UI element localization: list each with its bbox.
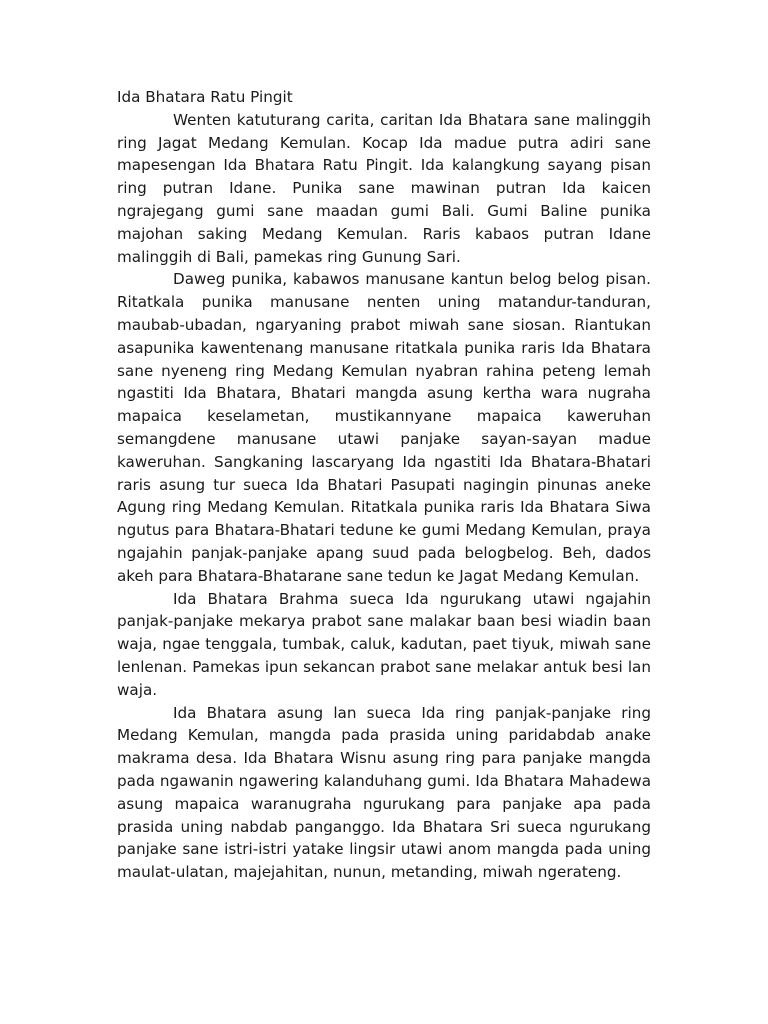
paragraph-4: Ida Bhatara asung lan sueca Ida ring panjak-panjake ring Medang Kemulan, mangda pada prasida uning paridabdab anake makrama desa. Ida Bhatara Wisnu asung ring para panjake mangda pada ngawanin ngawering kalanduhang gumi. Ida Bhatara Mahadewa asung mapaica waranugraha ngurukang para panjake apa pada prasida uning nabdab panganggo. Ida Bhatara Sri sueca ngurukang panjake sane istri-istri yatake lingsir utawi anom mangda pada uning maulat-ulatan, majejahitan, nunun, metanding, miwah ngerateng.	[117, 703, 651, 882]
paragraph-3: Ida Bhatara Brahma sueca Ida ngurukang utawi ngajahin panjak-panjake mekarya prabot sane malakar baan besi wiadin baan waja, ngae tenggala, tumbak, caluk, kadutan, paet tiyuk, miwah sane lenlenan. Pamekas ipun sekancan prabot sane melakar antuk besi lan waja.	[117, 589, 651, 699]
document-title: Ida Bhatara Ratu Pingit	[117, 88, 293, 106]
paragraph-1: Wenten katuturang carita, caritan Ida Bhatara sane malinggih ring Jagat Medang Kemulan. Kocap Ida madue putra adiri sane mapesengan Ida Bhatara Ratu Pingit. Ida kalangkung sayang pisan ring putran Idane. Punika sane mawinan putran Ida kaicen ngrajegang gumi sane maadan gumi Bali. Gumi Baline punika majohan saking Medang Kemulan. Raris kabaos putran Idane malinggih di Bali, pamekas ring Gunung Sari.	[117, 110, 651, 266]
paragraph-2: Daweg punika, kabawos manusane kantun belog belog pisan. Ritatkala punika manusane nenten uning matandur-tanduran, maubab-ubadan, ngaryaning prabot miwah sane siosan. Riantukan asapunika kawentenang manusane ritatkala punika raris Ida Bhatara sane nyeneng ring Medang Kemulan nyabran rahina peteng lemah ngastiti Ida Bhatara, Bhatari mangda asung kertha wara nugraha mapaica keselametan, mustikannyane mapaica kaweruhan semangdene manusane utawi panjake sayan-sayan madue kaweruhan. Sangkaning lascaryang Ida ngastiti Ida Bhatara-Bhatari raris asung tur sueca Ida Bhatari Pasupati nagingin pinunas aneke Agung ring Medang Kemulan. Ritatkala punika raris Ida Bhatara Siwa ngutus para Bhatara-Bhatari tedune ke gumi Medang Kemulan, praya ngajahin panjak-panjake apang suud pada belogbelog. Beh, dados akeh para Bhatara-Bhatarane sane tedun ke Jagat Medang Kemulan.	[117, 270, 651, 585]
document-page	[117, 86, 651, 884]
